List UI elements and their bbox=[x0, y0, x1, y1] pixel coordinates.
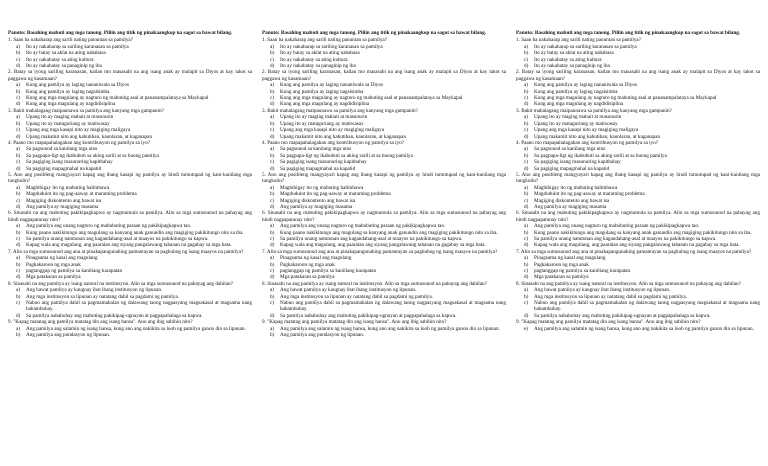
option-text: Sa pagsunod sa kanilang mga utos bbox=[280, 146, 352, 153]
option-text: Ito ay batay sa aklat na ating nababasa bbox=[534, 50, 614, 57]
option-text: Magiging diskontento ang bawat isa bbox=[534, 197, 610, 204]
option-letter: d) bbox=[524, 242, 529, 249]
question-text: 2. Batay sa iyong sariling karanasan, kailan mo masasabi na ang isang anak ay malapit sa Diyos at kay takot sa paggawa ng kasamaan? bbox=[8, 69, 252, 82]
option-text: Sa pagiging mapagmahal na kapatid bbox=[280, 165, 356, 172]
option-text: Mga patakaran sa pamilya bbox=[534, 274, 589, 281]
option-letter: a) bbox=[524, 146, 529, 153]
option-letter: d) bbox=[16, 133, 21, 140]
question-text: 3. Bakit mahalagang maipaunawa sa pamilya ang kanyang mga gampanin? bbox=[8, 107, 164, 114]
option-letter: a) bbox=[270, 114, 275, 121]
option-letter: b) bbox=[16, 293, 21, 300]
option-text: Magiging diskontento ang bawat isa bbox=[26, 197, 102, 204]
option-letter: b) bbox=[16, 120, 21, 127]
option-letter: b) bbox=[16, 229, 21, 236]
option-text: Pinagsama ng kasal ang magulang bbox=[534, 255, 606, 262]
option-text: Ang mga institusyon sa lipunan ay natatang dahil sa pagdami ng pamilya. bbox=[280, 293, 434, 300]
question-text: 8. Sinasabi na ang pamilya ay isang natural na institusyon. Alin sa mga sumusunod na pahayag ang dahilan? bbox=[516, 280, 741, 287]
option-text: Sa pagiging isang masunuring kapitbahay bbox=[280, 159, 367, 166]
question-text: 6. Sinasabi na ang mabuting pakikipagkapwa ay nagmumula sa pamilya. Alin sa mga sumusunod na pahayag ang hindi nagpapatunay nito? bbox=[262, 210, 506, 223]
option-letter: d) bbox=[524, 63, 529, 70]
option-text: Kung paano nakikitungo ang magulang sa kanyang anak ganundin ang magiging pakikitungo nito sa iba. bbox=[280, 229, 498, 236]
option-letter: a) bbox=[270, 82, 275, 89]
question-text: 6. Sinasabi na ang mabuting pakikipagkapwa ay nagmumula sa pamilya. Alin sa mga sumusunod na pahayag ang hindi nagpapatunay nito? bbox=[516, 210, 760, 223]
option-letter: a) bbox=[524, 82, 529, 89]
question-text: 3. Bakit mahalagang maipaunawa sa pamilya ang kanyang mga gampanin? bbox=[516, 107, 672, 114]
answer-option bbox=[516, 326, 760, 332]
option-letter: d) bbox=[270, 274, 275, 281]
option-text: Upang makamit nito ang kabutihan, kaunlaran, at kaganapan bbox=[26, 133, 153, 140]
instructions: Panuto: Basahing mabuti ang mga tanong. Piliin ang titik ng pinakaangkop na sagot sa bawat bilang. bbox=[8, 30, 233, 36]
question-text: 5. Ano ang posibleng mangyayari kapag ang ibang kasapi ng pamilya ay hindi tumutupad ng kani-kanilang mga tungkulin? bbox=[8, 171, 252, 185]
column-middle bbox=[262, 30, 506, 466]
option-text: pagtanggap ng pamilya sa kaniliang karapatan bbox=[26, 268, 123, 275]
option-letter: b) bbox=[270, 332, 275, 339]
answer-option bbox=[8, 134, 252, 140]
option-letter: b) bbox=[16, 191, 21, 198]
option-letter: d) bbox=[270, 203, 275, 210]
option-text: pagtanggap ng pamilya sa kaniliang karapatan bbox=[280, 268, 377, 275]
answer-option bbox=[516, 274, 760, 280]
option-letter: b) bbox=[524, 229, 529, 236]
option-text: Ito ay nakabatay sa panaginip ng iba bbox=[280, 63, 356, 70]
option-letter: a) bbox=[16, 255, 21, 262]
option-text: Pagkakaroon ng mga anak bbox=[26, 261, 81, 268]
option-text: Ang pamilya ay magiging masama bbox=[280, 203, 353, 210]
option-text: Magbibigay ito ng mabuting halimbawa bbox=[280, 184, 364, 191]
question-text: 7. Alin sa mga sumusunod ang ana at pinakapangunahing pamantayan sa paghubog ng isang maayos na pamilya? bbox=[516, 248, 752, 255]
option-letter: a) bbox=[270, 223, 275, 230]
option-letter: b) bbox=[270, 120, 275, 127]
option-letter: b) bbox=[16, 332, 21, 339]
option-letter: d) bbox=[524, 203, 529, 210]
option-text: Ang pamilya ang salamin ng isang bansa, kung ano ang nakikita sa loob ng pamilya ganon din sa lipunan. bbox=[280, 325, 500, 332]
option-letter: d) bbox=[270, 133, 275, 140]
option-letter: c) bbox=[524, 300, 529, 307]
answer-option bbox=[516, 101, 760, 107]
question-text: 5. Ano ang posibleng mangyayari kapag ang ibang kasapi ng pamilya ay hindi tumutupad ng kani-kanilang mga tungkulin? bbox=[516, 171, 760, 185]
option-letter: b) bbox=[270, 261, 275, 268]
option-text: Kung ang pamilya ay laging nagsisimba bbox=[280, 88, 364, 95]
option-letter: d) bbox=[524, 274, 529, 281]
option-text: Kung ang pamilya ay laging nananiwala sa Diyos bbox=[26, 82, 130, 89]
option-letter: c) bbox=[16, 236, 21, 242]
option-text: Upang ito ay mataguriang ay matiwasay bbox=[280, 120, 364, 127]
question-text: 1. Saan ba nakaharap ang sarili nating panuntan sa pamilya? bbox=[262, 37, 388, 44]
option-letter: b) bbox=[524, 120, 529, 127]
option-letter: d) bbox=[16, 203, 21, 210]
question-text: 8. Sinasabi na ang pamilya ay isang natural na institusyon. Alin sa mga sumusunod na pahayag ang dahilan? bbox=[262, 280, 487, 287]
option-letter: a) bbox=[270, 325, 275, 332]
option-letter: a) bbox=[524, 287, 529, 294]
question-text: 6. Sinasabi na ang mabuting pakikipagkapwa ay nagmumula sa pamilya. Alin sa mga sumusunod na pahayag ang hindi nagpapatunay nito? bbox=[8, 210, 252, 223]
option-letter: c) bbox=[524, 197, 529, 204]
option-text: Sa pamilya unang natutunan ang kagandahang-asal at maayos na pakikitungo sa kapwa. bbox=[280, 236, 463, 242]
option-letter: b) bbox=[524, 261, 529, 268]
option-letter: c) bbox=[524, 127, 529, 134]
option-letter: c) bbox=[16, 268, 21, 275]
option-text: Kung ang mga magulang ay nagturo ng mabuting asal at pananampalataya sa Maykapal bbox=[280, 95, 463, 102]
option-text: Upang ito ay maging mabait at masunurin bbox=[534, 114, 622, 121]
option-text: Ang pamilya ang salamin ng isang bansa, kung ano ang nakikita sa loob ng pamilya ganon din sa lipunan. bbox=[26, 325, 246, 332]
option-letter: a) bbox=[16, 184, 21, 191]
column-right bbox=[516, 30, 760, 466]
option-text: Kung ang mga magulang ay nagdidisiplina bbox=[280, 101, 370, 108]
answer-option bbox=[262, 242, 506, 248]
option-text: Ito ay nakaharap sa sariling karanasan sa pamilya bbox=[534, 43, 637, 50]
option-letter: a) bbox=[524, 184, 529, 191]
option-text: Sa pagiging mapagmahal na kapatid bbox=[26, 165, 102, 172]
option-text: Ito ay nakabatay sa ating kultura bbox=[26, 56, 94, 63]
answer-option bbox=[8, 166, 252, 172]
option-letter: d) bbox=[16, 312, 21, 319]
option-letter: a) bbox=[16, 114, 21, 121]
option-text: Kung ang pamilya ay laging nananiwala sa Diyos bbox=[280, 82, 384, 89]
option-letter: c) bbox=[524, 236, 529, 242]
question-text: 4. Paano mo mapapahalagahan ang kontribusyon ng pamilya sa iyo? bbox=[262, 139, 405, 146]
question-list bbox=[262, 37, 506, 338]
option-letter: d) bbox=[270, 101, 275, 108]
option-text: Ang pamilya ay magiging masama bbox=[534, 203, 607, 210]
option-text: Sa pagsunod sa kanilang mga utos bbox=[26, 146, 98, 153]
option-text: Pagkakaroon ng mga anak bbox=[534, 261, 589, 268]
option-text: Kung ang pamilya ay laging nananiwala sa Diyos bbox=[534, 82, 638, 89]
question-text: 7. Alin sa mga sumusunod ang ana at pinakapangunahing pamantayan sa paghubog ng isang maayos na pamilya? bbox=[8, 248, 244, 255]
option-letter: c) bbox=[270, 127, 275, 134]
option-letter: b) bbox=[16, 152, 21, 159]
option-letter: a) bbox=[524, 223, 529, 230]
option-letter: a) bbox=[16, 287, 21, 294]
question-list bbox=[8, 37, 252, 338]
option-text: Ang bawat pamilya ay kaugnay ibat ibang institusyon ng lipunan. bbox=[26, 287, 163, 294]
answer-option bbox=[262, 101, 506, 107]
option-text: Kapag wala ang magulang, ang paaralan ang siyang pangalawang tahanan na gagabay sa mga bata. bbox=[26, 242, 232, 249]
option-text: Mga patakaran sa pamilya bbox=[280, 274, 335, 281]
option-letter: c) bbox=[16, 127, 21, 134]
question-text: 9. "Kapag matatag ang pamilya matatag din ang isang bansa". Ano ang ibig sabihin nito? bbox=[516, 319, 701, 326]
answer-option bbox=[262, 300, 506, 313]
option-text: Sa pagiging isang masunuring kapitbahay bbox=[534, 159, 621, 166]
question-text: 4. Paano mo mapapahalagahan ang kontribusyon ng pamilya sa iyo? bbox=[516, 139, 659, 146]
option-text: Sa pamilya unang natutunan ang kagandahang-asal at maayos na pakikitungo sa kapwa. bbox=[26, 236, 209, 242]
question-text: 9. "Kapag matatag ang pamilya matatag din ang isang bansa". Ano ang ibig sabihin nito? bbox=[8, 319, 193, 326]
option-text: Sa pagpapa-ligt ng ikabubuti sa aking sarili at sa buong pamilya bbox=[280, 152, 413, 159]
option-text: Ang pamilya ang unang nagturo ng mabubuting paraan ng pakikipagkapwa tao. bbox=[26, 223, 192, 230]
option-text: Pinagsama ng kasal ang magulang bbox=[280, 255, 352, 262]
answer-option bbox=[516, 242, 760, 248]
option-letter: c) bbox=[524, 159, 529, 166]
option-letter: c) bbox=[16, 197, 21, 204]
option-text: Sa pamilya unang natutunan ang kagandahang-asal at maayos na pakikitungo sa kapwa. bbox=[534, 236, 717, 242]
option-text: Ito ay nakaharap sa sariling karanasan sa pamilya bbox=[26, 43, 129, 50]
question-text: 7. Alin sa mga sumusunod ang ana at pinakapangunahing pamantayan sa paghubog ng isang maayos na pamilya? bbox=[262, 248, 498, 255]
option-text: Magdudulot ito ng pag-aaway at maraming problema bbox=[26, 191, 137, 198]
answer-option bbox=[8, 101, 252, 107]
option-text: Kung ang mga magulang ay nagturo ng mabuting asal at pananampalataya sa Maykapal bbox=[26, 95, 209, 102]
answer-option bbox=[516, 134, 760, 140]
option-letter: d) bbox=[270, 242, 275, 249]
option-letter: b) bbox=[270, 191, 275, 198]
option-letter: b) bbox=[524, 191, 529, 198]
option-text: Magiging diskontento ang bawat isa bbox=[280, 197, 356, 204]
instructions: Panuto: Basahing mabuti ang mga tanong. Piliin ang titik ng pinakaangkop na sagot sa bawat bilang. bbox=[262, 30, 487, 36]
option-letter: c) bbox=[16, 56, 21, 63]
option-letter: a) bbox=[16, 43, 21, 50]
option-letter: c) bbox=[16, 159, 21, 166]
option-text: Upang ito ay maging mabait at masunurin bbox=[280, 114, 368, 121]
answer-option bbox=[262, 166, 506, 172]
answer-option bbox=[262, 332, 506, 338]
option-letter: d) bbox=[16, 242, 21, 249]
option-letter: d) bbox=[270, 165, 275, 172]
answer-option bbox=[262, 134, 506, 140]
option-text: Kung ang pamilya ay laging nagsisimba bbox=[534, 88, 618, 95]
option-letter: b) bbox=[270, 229, 275, 236]
option-text: Kung paano nakikitungo ang magulang sa kanyang anak ganundin ang magiging pakikitungo nito sa iba. bbox=[534, 229, 752, 236]
option-letter: b) bbox=[524, 152, 529, 159]
option-text: Magdudulot ito ng pag-aaway at maraming problema bbox=[534, 191, 645, 198]
option-letter: a) bbox=[524, 255, 529, 262]
option-text: Sa pagsunod sa kanilang mga utos bbox=[534, 146, 606, 153]
option-letter: c) bbox=[16, 95, 21, 102]
option-letter: b) bbox=[270, 152, 275, 159]
option-letter: c) bbox=[524, 95, 529, 102]
option-text: Sa pamilya nababuhay ang mabuting pakikipag-ugnayan at pagpapahalaga sa kapwa. bbox=[534, 312, 711, 319]
option-text: Sa pamilya nababuhay ang mabuting pakikipag-ugnayan at pagpapahalaga sa kapwa. bbox=[280, 312, 457, 319]
option-letter: a) bbox=[270, 184, 275, 191]
option-text: Upang makamit nito ang kabutihan, kaunlaran, at kaganapan bbox=[534, 133, 661, 140]
option-letter: d) bbox=[16, 101, 21, 108]
option-text: Kung ang mga magulang ay nagdidisiplina bbox=[534, 101, 624, 108]
option-letter: d) bbox=[270, 312, 275, 319]
option-text: Sa pagpapa-ligt ng ikabubuti sa aking sarili at sa buong pamilya bbox=[26, 152, 159, 159]
answer-option bbox=[516, 300, 760, 313]
option-text: Ang pamilya ay magiging masama bbox=[26, 203, 99, 210]
option-text: Ang mga institusyon sa lipunan ay natatang dahil sa pagdami ng pamilya. bbox=[534, 293, 688, 300]
option-text: Ang mga institusyon sa lipunan ay natatang dahil sa pagdami ng pamilya. bbox=[26, 293, 180, 300]
answer-option bbox=[8, 242, 252, 248]
option-text: Sa pagiging mapagmahal na kapatid bbox=[534, 165, 610, 172]
option-letter: d) bbox=[524, 312, 529, 319]
option-letter: c) bbox=[270, 159, 275, 166]
option-text: Ang bawat pamilya ay kaugnay ibat ibang institusyon ng lipunan. bbox=[280, 287, 417, 294]
option-letter: d) bbox=[16, 274, 21, 281]
answer-option bbox=[8, 300, 252, 313]
option-text: Upang ang mga kasapi nito ay magiging maligaya bbox=[534, 127, 639, 134]
option-letter: e) bbox=[524, 325, 529, 332]
option-letter: a) bbox=[524, 43, 529, 50]
option-letter: b) bbox=[270, 50, 275, 57]
option-text: Ang pamilya ang pundasyon ng lipunan. bbox=[280, 332, 365, 339]
option-text: Pinagsama ng kasal ang magulang bbox=[26, 255, 98, 262]
option-letter: c) bbox=[270, 300, 275, 307]
option-letter: b) bbox=[524, 50, 529, 57]
option-text: Upang makamit nito ang kabutihan, kaunlaran, at kaganapan bbox=[280, 133, 407, 140]
answer-option bbox=[8, 332, 252, 338]
option-letter: c) bbox=[270, 56, 275, 63]
option-text: Kung ang mga magulang ay nagdidisiplina bbox=[26, 101, 116, 108]
option-letter: d) bbox=[524, 133, 529, 140]
option-text: Sa pamilya nababuhay ang mabuting pakikipag-ugnayan at pagpapahalaga sa kapwa. bbox=[26, 312, 203, 319]
option-text: Ito ay nakabatay sa ating kultura bbox=[280, 56, 348, 63]
option-text: Upang ang mga kasapi nito ay magiging maligaya bbox=[280, 127, 385, 134]
option-text: Upang ang mga kasapi nito ay magiging maligaya bbox=[26, 127, 131, 134]
option-letter: b) bbox=[16, 88, 21, 95]
option-text: Ito ay batay sa aklat na ating nababasa bbox=[26, 50, 106, 57]
question-text: 2. Batay sa iyong sariling karanasan, kailan mo masasabi na ang isang anak ay malapit sa Diyos at kay takot sa paggawa ng kasamaan? bbox=[516, 69, 760, 82]
option-letter: b) bbox=[270, 293, 275, 300]
option-letter: a) bbox=[16, 325, 21, 332]
option-text: pagtanggap ng pamilya sa kaniliang karapatan bbox=[534, 268, 631, 275]
option-text: Nabuo ang pamilya dahil sa pagmamahalan ng dalawang taong nagpasyang magsakasal at magsama nang habambuhay. bbox=[26, 300, 252, 313]
option-letter: a) bbox=[270, 255, 275, 262]
option-letter: a) bbox=[16, 82, 21, 89]
option-text: Mga patakaran sa pamilya bbox=[26, 274, 81, 281]
option-letter: a) bbox=[270, 146, 275, 153]
question-text: 1. Saan ba nakaharap ang sarili nating panuntan sa pamilya? bbox=[516, 37, 642, 44]
option-text: Nabuo ang pamilya dahil sa pagmamahalan ng dalawang taong nagpasyang magsakasal at magsama nang habambuhay. bbox=[280, 300, 506, 313]
option-text: Ang pamilya ang unang nagturo ng mabubuting paraan ng pakikipagkapwa tao. bbox=[280, 223, 446, 230]
option-text: Nabuo ang pamilya dahil sa pagmamahalan ng dalawang taong nagpasyang magsakasal at magsama nang habambuhay. bbox=[534, 300, 760, 313]
option-letter: b) bbox=[524, 88, 529, 95]
option-letter: a) bbox=[524, 114, 529, 121]
option-letter: c) bbox=[270, 197, 275, 204]
option-text: Ito ay nakabatay sa ating kultura bbox=[534, 56, 602, 63]
option-text: Ito ay nakaharap sa sariling karanasan sa pamilya bbox=[280, 43, 383, 50]
option-text: Ito ay nakabatay sa panaginip ng iba bbox=[534, 63, 610, 70]
option-text: Kung paano nakikitungo ang magulang sa kanyang anak ganundin ang magiging pakikitungo nito sa iba. bbox=[26, 229, 244, 236]
column-left bbox=[8, 30, 252, 466]
option-letter: b) bbox=[270, 88, 275, 95]
option-text: Upang ito ay mataguriang ay matiwasay bbox=[26, 120, 110, 127]
option-letter: a) bbox=[270, 287, 275, 294]
option-text: Ito ay batay sa aklat na ating nababasa bbox=[280, 50, 360, 57]
answer-option bbox=[262, 274, 506, 280]
option-letter: d) bbox=[270, 63, 275, 70]
option-letter: c) bbox=[270, 236, 275, 242]
option-letter: d) bbox=[524, 165, 529, 172]
option-text: Upang ito ay mataguriang ay matiwasay bbox=[534, 120, 618, 127]
option-text: Ang pamilya ang unang nagturo ng mabubuting paraan ng pakikipagkapwa tao. bbox=[534, 223, 700, 230]
question-text: 1. Saan ba nakaharap ang sarili nating panuntan sa pamilya? bbox=[8, 37, 134, 44]
option-text: Magbibigay ito ng mabuting halimbawa bbox=[534, 184, 618, 191]
option-letter: c) bbox=[524, 56, 529, 63]
option-text: Ang pamilya ang salamin ng isang bansa, kung ano ang nakikita sa loob ng pamilya ganon din sa lipunan. bbox=[534, 325, 754, 332]
option-letter: d) bbox=[16, 63, 21, 70]
question-text: 2. Batay sa iyong sariling karanasan, kailan mo masasabi na ang isang anak ay malapit sa Diyos at kay takot sa paggawa ng kasamaan? bbox=[262, 69, 506, 82]
option-text: Magdudulot ito ng pag-aaway at maraming problema bbox=[280, 191, 391, 198]
option-letter: a) bbox=[270, 43, 275, 50]
question-text: 9. "Kapag matatag ang pamilya matatag din ang isang bansa". Ano ang ibig sabihin nito? bbox=[262, 319, 447, 326]
question-text: 8. Sinasabi na ang pamilya ay isang natural na institusyon. Alin sa mga sumusunod na pahayag ang dahilan? bbox=[8, 280, 233, 287]
option-letter: d) bbox=[16, 165, 21, 172]
question-text: 5. Ano ang posibleng mangyayari kapag ang ibang kasapi ng pamilya ay hindi tumutupad ng kani-kanilang mga tungkulin? bbox=[262, 171, 506, 185]
option-letter: a) bbox=[16, 223, 21, 230]
option-letter: b) bbox=[16, 50, 21, 57]
option-text: Ang pamilya ang pundasyon ng lipunan. bbox=[26, 332, 111, 339]
option-text: Sa pagpapa-ligt ng ikabubuti sa aking sarili at sa buong pamilya bbox=[534, 152, 667, 159]
option-text: Ito ay nakabatay sa panaginip ng iba bbox=[26, 63, 102, 70]
option-letter: b) bbox=[16, 261, 21, 268]
option-text: Kapag wala ang magulang, ang paaralan ang siyang pangalawang tahanan na gagabay sa mga bata. bbox=[534, 242, 740, 249]
option-letter: a) bbox=[16, 146, 21, 153]
option-letter: c) bbox=[270, 268, 275, 275]
option-letter: d) bbox=[524, 101, 529, 108]
option-letter: c) bbox=[16, 300, 21, 307]
answer-option bbox=[8, 274, 252, 280]
option-text: Kung ang mga magulang ay nagturo ng mabuting asal at pananampalataya sa Maykapal bbox=[534, 95, 717, 102]
option-text: Upang ito ay maging mabait at masunurin bbox=[26, 114, 114, 121]
option-text: Pagkakaroon ng mga anak bbox=[280, 261, 335, 268]
instructions: Panuto: Basahing mabuti ang mga tanong. Piliin ang titik ng pinakaangkop na sagot sa bawat bilang. bbox=[516, 30, 741, 36]
option-text: Magbibigay ito ng mabuting halimbawa bbox=[26, 184, 110, 191]
question-text: 4. Paano mo mapapahalagahan ang kontribusyon ng pamilya sa iyo? bbox=[8, 139, 151, 146]
answer-option bbox=[516, 166, 760, 172]
option-letter: c) bbox=[524, 268, 529, 275]
option-text: Ang bawat pamilya ay kaugnay ibat ibang institusyon ng lipunan. bbox=[534, 287, 671, 294]
question-list bbox=[516, 37, 760, 332]
option-text: Sa pagiging isang masunuring kapitbahay bbox=[26, 159, 113, 166]
option-letter: b) bbox=[524, 293, 529, 300]
question-text: 3. Bakit mahalagang maipaunawa sa pamilya ang kanyang mga gampanin? bbox=[262, 107, 418, 114]
option-text: Kapag wala ang magulang, ang paaralan ang siyang pangalawang tahanan na gagabay sa mga bata. bbox=[280, 242, 486, 249]
option-letter: c) bbox=[270, 95, 275, 102]
option-text: Kung ang pamilya ay laging nagsisimba bbox=[26, 88, 110, 95]
